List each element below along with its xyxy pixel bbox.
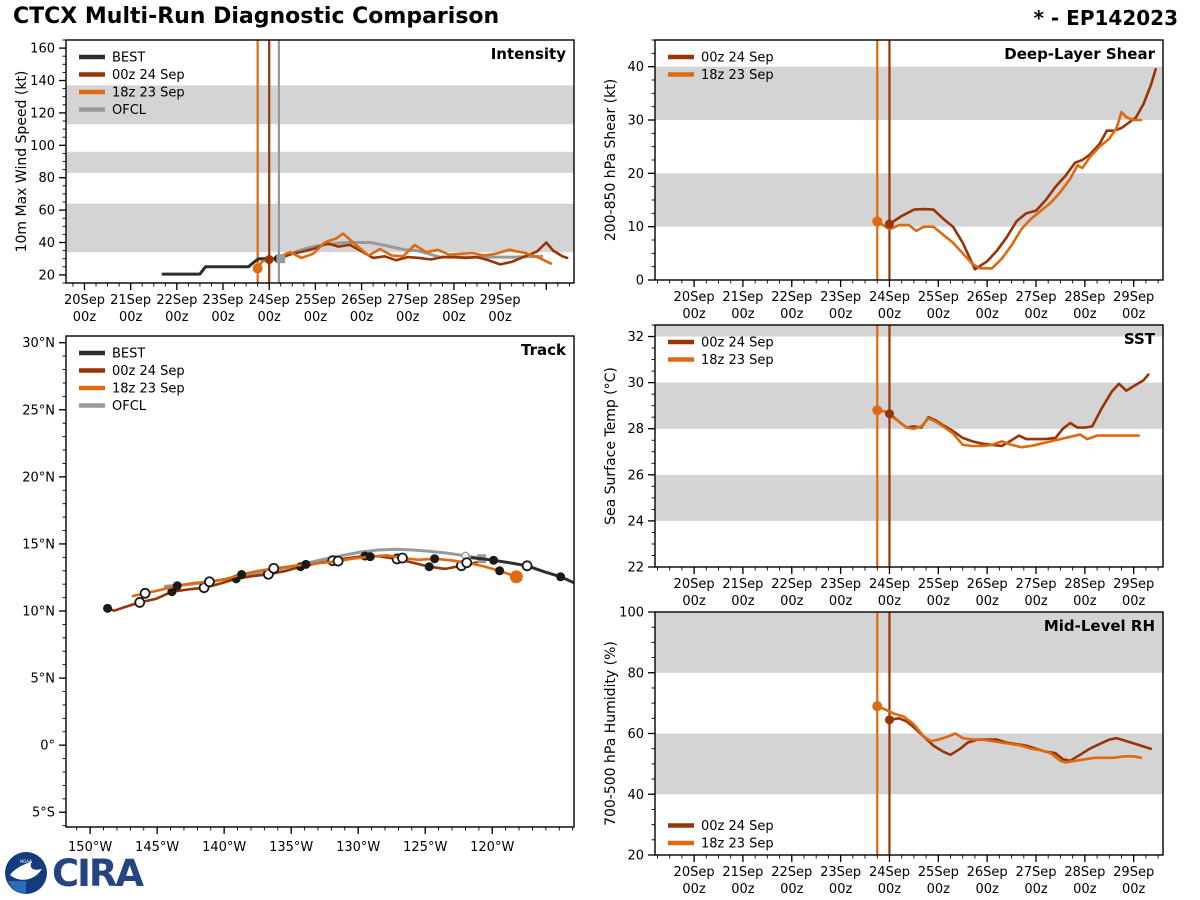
- x-tick-day: 27Sep: [1015, 865, 1057, 880]
- x-tick-day: 22Sep: [771, 577, 813, 592]
- threshold-band: [655, 173, 1163, 226]
- x-tick-hour: 00z: [303, 310, 328, 325]
- svg-text:15°N: 15°N: [22, 537, 55, 553]
- track-point-12z: [269, 564, 278, 573]
- svg-text:140: 140: [30, 74, 55, 89]
- init-marker: [885, 409, 894, 418]
- y-axis-label: 700-500 hPa Humidity (%): [603, 641, 619, 826]
- x-tick-day: 21Sep: [722, 577, 764, 592]
- x-tick-day: 27Sep: [1015, 577, 1057, 592]
- x-tick-day: 25Sep: [917, 577, 959, 592]
- svg-text:30: 30: [627, 113, 644, 129]
- x-tick-hour: 00z: [780, 594, 804, 609]
- track-point-12z: [141, 589, 150, 598]
- legend-label: 00z 24 Sep: [701, 50, 774, 66]
- init-marker: [253, 263, 263, 273]
- x-tick-day: 25Sep: [917, 290, 959, 305]
- svg-text:30: 30: [627, 376, 644, 392]
- y-axis-label: Sea Surface Temp (°C): [603, 367, 619, 525]
- x-tick-day: 26Sep: [966, 577, 1008, 592]
- svg-text:80: 80: [38, 171, 55, 187]
- track-point-00z: [103, 604, 112, 613]
- init-marker: [872, 405, 882, 415]
- x-tick-hour: 00z: [682, 594, 706, 609]
- x-tick-hour: 00z: [780, 307, 804, 322]
- chart-track: [22, 336, 574, 855]
- x-tick-day: 24Sep: [248, 293, 290, 308]
- svg-text:0°: 0°: [40, 738, 55, 754]
- legend-label: 18z 23 Sep: [701, 836, 774, 852]
- x-tick-day: 26Sep: [966, 290, 1008, 305]
- init-marker: [276, 254, 285, 263]
- svg-text:145°W: 145°W: [135, 840, 180, 855]
- x-tick-hour: 00z: [442, 310, 466, 325]
- chart-intensity: [14, 40, 574, 325]
- x-tick-day: 23Sep: [202, 293, 244, 308]
- x-tick-day: 20Sep: [63, 293, 105, 308]
- y-axis-label: 10m Max Wind Speed (kt): [14, 70, 30, 253]
- x-tick-hour: 00z: [975, 882, 999, 897]
- x-tick-hour: 00z: [975, 594, 999, 609]
- track-point-00z: [495, 566, 504, 575]
- track-point-12z: [334, 557, 343, 566]
- x-tick-hour: 00z: [731, 594, 755, 609]
- x-tick-day: 20Sep: [673, 290, 715, 305]
- svg-text:130°W: 130°W: [336, 840, 381, 855]
- threshold-band: [655, 383, 1163, 429]
- x-tick-day: 20Sep: [673, 577, 715, 592]
- x-tick-day: 28Sep: [433, 293, 475, 308]
- svg-text:40: 40: [38, 236, 55, 251]
- noaa-logo: [4, 851, 48, 895]
- svg-text:20: 20: [38, 268, 55, 284]
- x-tick-day: 21Sep: [722, 865, 764, 880]
- axes-track: [22, 336, 572, 855]
- svg-text:160: 160: [30, 41, 55, 57]
- panel-title: Intensity: [490, 45, 566, 63]
- x-tick-day: 23Sep: [820, 865, 862, 880]
- svg-text:5°S: 5°S: [31, 805, 55, 821]
- x-tick-day: 22Sep: [771, 290, 813, 305]
- x-tick-day: 24Sep: [868, 865, 910, 880]
- svg-text:20: 20: [627, 166, 644, 182]
- svg-text:24: 24: [627, 514, 644, 530]
- x-tick-hour: 00z: [877, 594, 902, 609]
- x-tick-hour: 00z: [1024, 307, 1048, 322]
- axes-intensity: [14, 40, 569, 325]
- x-tick-day: 26Sep: [966, 865, 1008, 880]
- cira-logo-text: CIRA: [52, 851, 143, 895]
- panel-title: Deep-Layer Shear: [1004, 45, 1155, 63]
- svg-text:5°N: 5°N: [30, 671, 55, 687]
- legend-rh: [668, 819, 774, 852]
- init-marker: [872, 701, 882, 711]
- x-tick-hour: 00z: [877, 307, 902, 322]
- svg-text:32: 32: [627, 330, 644, 346]
- track-point-00z: [425, 562, 434, 571]
- x-tick-hour: 00z: [1073, 307, 1097, 322]
- panel-title: Track: [521, 341, 566, 359]
- x-tick-day: 26Sep: [341, 293, 383, 308]
- svg-text:20°N: 20°N: [22, 470, 55, 486]
- x-tick-day: 28Sep: [1064, 290, 1106, 305]
- track-point-00z: [430, 554, 439, 563]
- svg-text:40: 40: [627, 60, 644, 76]
- svg-text:120: 120: [30, 106, 55, 122]
- legend-label: 18z 23 Sep: [701, 353, 774, 368]
- x-tick-day: 20Sep: [673, 865, 715, 880]
- legend-track: [79, 347, 185, 415]
- x-tick-hour: 00z: [975, 307, 999, 322]
- svg-text:80: 80: [627, 666, 644, 682]
- x-tick-hour: 00z: [396, 310, 420, 325]
- svg-text:135°W: 135°W: [269, 840, 314, 855]
- x-tick-day: 28Sep: [1064, 865, 1106, 880]
- track-point-12z: [398, 554, 407, 563]
- legend-label: OFCL: [112, 399, 147, 414]
- x-tick-hour: 00z: [1073, 882, 1097, 897]
- track-point-12z: [135, 598, 144, 607]
- x-tick-hour: 00z: [211, 310, 235, 325]
- legend-label: 18z 23 Sep: [701, 68, 774, 83]
- track-point-12z: [462, 558, 471, 567]
- x-tick-hour: 00z: [1122, 307, 1146, 322]
- track-point-12z: [205, 577, 214, 586]
- x-tick-hour: 00z: [1122, 594, 1146, 609]
- legend-label: 00z 24 Sep: [112, 364, 185, 379]
- x-tick-hour: 00z: [877, 882, 902, 897]
- legend-label: 00z 24 Sep: [701, 819, 774, 834]
- x-tick-hour: 00z: [731, 307, 755, 322]
- init-marker: [265, 255, 274, 264]
- track-point-00z: [366, 552, 375, 561]
- x-tick-day: 25Sep: [294, 293, 336, 308]
- x-tick-hour: 00z: [165, 310, 189, 325]
- x-tick-day: 27Sep: [1015, 290, 1057, 305]
- x-tick-day: 29Sep: [1113, 577, 1155, 592]
- legend-label: 18z 23 Sep: [112, 85, 185, 101]
- x-tick-hour: 00z: [731, 882, 755, 897]
- init-marker: [872, 216, 882, 226]
- svg-text:25°N: 25°N: [22, 403, 55, 419]
- x-tick-hour: 00z: [828, 882, 853, 897]
- svg-text:0: 0: [635, 273, 644, 289]
- svg-text:40: 40: [627, 787, 644, 803]
- svg-text:28: 28: [627, 422, 644, 438]
- legend-label: 18z 23 Sep: [112, 381, 185, 397]
- x-tick-hour: 00z: [488, 310, 512, 325]
- chart-rh: [603, 606, 1163, 898]
- x-tick-hour: 00z: [118, 310, 143, 325]
- svg-text:100: 100: [30, 138, 55, 154]
- x-tick-hour: 00z: [682, 882, 706, 897]
- x-tick-day: 27Sep: [387, 293, 429, 308]
- x-tick-hour: 00z: [682, 307, 706, 322]
- series-line-00z-24-sep: [108, 556, 477, 611]
- x-tick-hour: 00z: [349, 310, 374, 325]
- track-point-00z: [173, 581, 182, 590]
- svg-text:150°W: 150°W: [68, 840, 113, 855]
- x-tick-hour: 00z: [1024, 882, 1048, 897]
- track-point-00z: [556, 572, 565, 581]
- x-tick-day: 28Sep: [1064, 577, 1106, 592]
- track-point-00z: [489, 556, 498, 565]
- x-tick-hour: 00z: [828, 594, 853, 609]
- legend-label: OFCL: [112, 103, 147, 118]
- threshold-band: [66, 152, 574, 173]
- track-point-00z: [301, 560, 310, 569]
- panel-title: Mid-Level RH: [1043, 617, 1155, 635]
- svg-text:22: 22: [627, 560, 644, 576]
- track-point-12z: [523, 561, 532, 570]
- threshold-band: [655, 475, 1163, 521]
- forecast-start-dot: [510, 570, 523, 583]
- x-tick-hour: 00z: [72, 310, 97, 325]
- x-tick-day: 21Sep: [722, 290, 764, 305]
- x-tick-day: 21Sep: [110, 293, 152, 308]
- y-axis-label: 200-850 hPa Shear (kt): [603, 78, 619, 242]
- x-tick-day: 23Sep: [820, 577, 862, 592]
- x-tick-day: 22Sep: [156, 293, 198, 308]
- svg-text:60: 60: [38, 203, 55, 219]
- svg-text:60: 60: [627, 727, 644, 742]
- x-tick-day: 24Sep: [868, 290, 910, 305]
- legend-label: 00z 24 Sep: [112, 68, 185, 83]
- legend-label: BEST: [112, 50, 146, 66]
- chart-shear: [603, 40, 1163, 322]
- x-tick-hour: 00z: [1024, 594, 1048, 609]
- chart-sst: [603, 290, 1163, 609]
- x-tick-day: 29Sep: [1113, 290, 1155, 305]
- x-tick-day: 22Sep: [771, 865, 813, 880]
- svg-text:120°W: 120°W: [470, 840, 515, 855]
- x-tick-day: 29Sep: [479, 293, 521, 308]
- x-tick-hour: 00z: [1073, 594, 1097, 609]
- svg-text:10°N: 10°N: [22, 604, 55, 620]
- x-tick-hour: 00z: [257, 310, 281, 325]
- svg-text:30°N: 30°N: [22, 336, 55, 352]
- track-point-00z: [237, 570, 246, 579]
- threshold-band: [655, 734, 1163, 795]
- svg-text:NOAA: NOAA: [20, 859, 32, 864]
- x-tick-hour: 00z: [828, 307, 853, 322]
- x-tick-hour: 00z: [926, 307, 950, 322]
- x-tick-day: 23Sep: [820, 290, 862, 305]
- storm-id-label: * - EP142023: [1033, 6, 1178, 30]
- x-tick-hour: 00z: [926, 882, 950, 897]
- x-tick-day: 25Sep: [917, 865, 959, 880]
- legend-label: BEST: [112, 346, 146, 362]
- legend-sst: [668, 336, 774, 369]
- legend-label: 00z 24 Sep: [701, 335, 774, 351]
- page-title: CTCX Multi-Run Diagnostic Comparison: [13, 4, 500, 29]
- init-marker: [885, 715, 894, 724]
- x-tick-day: 29Sep: [1113, 865, 1155, 880]
- footer-logos: [4, 851, 142, 895]
- x-tick-hour: 00z: [926, 594, 950, 609]
- init-marker: [885, 220, 894, 229]
- panel-title: SST: [1123, 330, 1155, 348]
- svg-text:20: 20: [627, 848, 644, 864]
- x-tick-hour: 00z: [780, 882, 804, 897]
- svg-text:10: 10: [627, 220, 644, 236]
- x-tick-day: 24Sep: [868, 577, 910, 592]
- x-tick-hour: 00z: [1122, 882, 1146, 897]
- svg-text:125°W: 125°W: [403, 840, 448, 855]
- svg-text:140°W: 140°W: [202, 840, 247, 855]
- svg-text:100: 100: [619, 605, 644, 621]
- svg-text:26: 26: [627, 468, 644, 484]
